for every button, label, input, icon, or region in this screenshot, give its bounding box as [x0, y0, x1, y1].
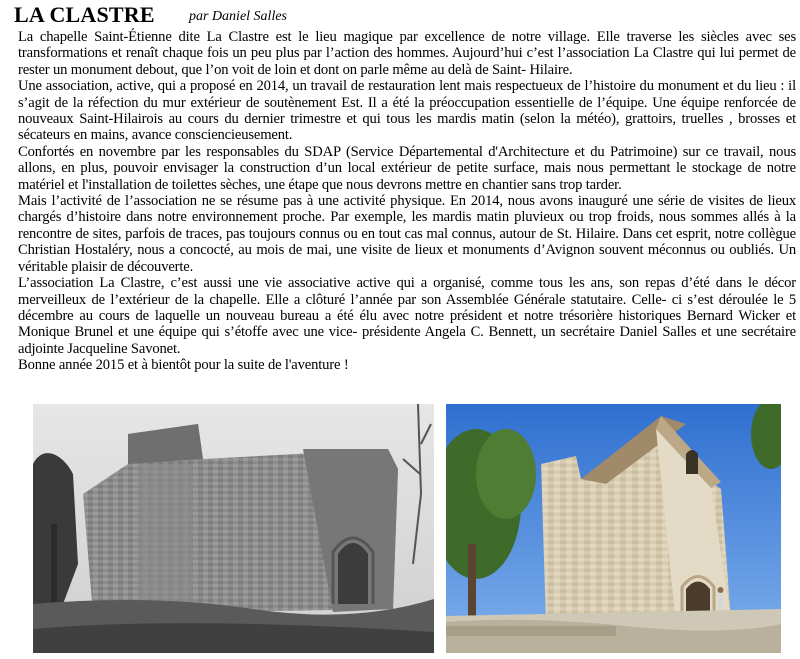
- paragraph-restoration: Une association, active, qui a proposé en 2014, un travail de restauration lent mais respectueux de l’histoire du monument et du lieu : il s’agit de la réfection du mur extérieur de soutènement Est. Il a été la préoccupation essentielle de l’équipe. Une équipe renforcée de nouveaux Saint-Hilairois au cours du dernier trimestre et qui tous les mardis matin (selon la météo), grattoirs, truelles , brosses et sécateurs en mains, avance consciencieusement.: [18, 78, 796, 144]
- paragraph-intro: La chapelle Saint-Étienne dite La Clastre est le lieu magique par excellence de notre village. Elle traverse les siècles avec ses transformations et renaît chaque fois un peu plus par l’action des hommes. Aujourd’hui c’est l’association La Clastre qui lui permet de rester un monument debout, que l’on voit de loin et dont on parle même au delà de Saint- Hilaire.: [18, 29, 796, 78]
- photo-restored-chapel-image: [446, 404, 781, 653]
- paragraph-visits: Mais l’activité de l’association ne se résume pas à une activité physique. En 2014, nous avons inauguré une série de visites de lieux chargés d’histoire dans notre environnement proche. Par exemple, les mardis matin pluvieux ou trop froids, nous sommes allés à la rencontre de sites, parfois de traces, pas toujours connus ou en tout cas mal connus, autour de St. Hilaire. Dans cet esprit, notre collègue Christian Hostaléry, nous a concocté, au mois de mai, une visite de lieux et monuments d’Avignon souvent méconnus ou oubliés. Un véritable plaisir de découverte.: [18, 193, 796, 275]
- photo-restored-chapel: [446, 404, 781, 653]
- paragraph-sdap: Confortés en novembre par les responsables du SDAP (Service Départemental d'Architecture et du Patrimoine) sur ce travail, nous allons, en plus, pouvoir envisager la construction d’un local extérieur de petite surface, mais nous permettant le stockage de notre matériel et l'installation de toilettes sèches, une étape que nous devrons mettre en chantier sans trop tarder.: [18, 143, 796, 193]
- paragraph-greetings: Bonne année 2015 et à bientôt pour la suite de l'aventure !: [18, 357, 349, 374]
- photo-ruined-chapel: [33, 404, 434, 653]
- article-title: LA CLASTRE: [14, 2, 155, 27]
- paragraph-association-life: L’association La Clastre, c’est aussi une vie associative active qui a organisé, comme tous les ans, son repas d’été dans le décor merveilleux de l’extérieur de la chapelle. Elle a clôturé l’année par son Assemblée Générale statutaire. Celle- ci s’est déroulée le 5 décembre au cours de laquelle un nouveau bureau a été élu avec notre président et notre trésorière historiques Bernard Wicker et Monique Brunel et une équipe qui s’étoffe avec une vice- présidente Angela C. Bennett, un secrétaire Daniel Salles et une secrétaire adjointe Jacqueline Savonet.: [18, 275, 796, 357]
- article-body: [18, 29, 796, 374]
- photo-ruined-chapel-image: [33, 404, 434, 653]
- article-header: [14, 2, 287, 28]
- article-byline: par Daniel Salles: [189, 9, 287, 24]
